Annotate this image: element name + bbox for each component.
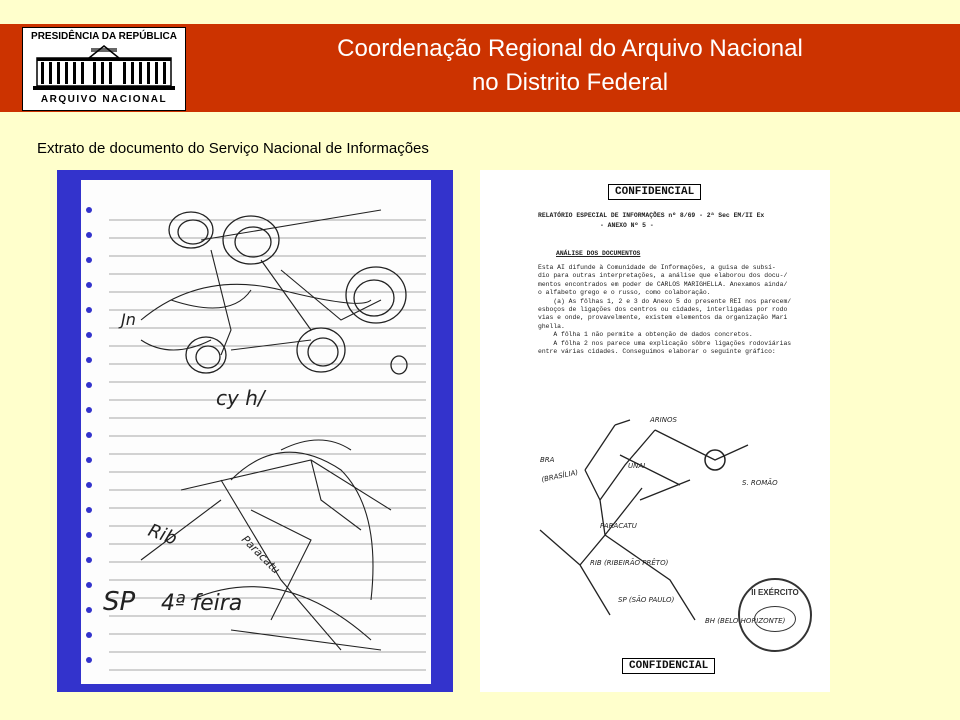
confidencial-stamp-top: CONFIDENCIAL	[608, 184, 701, 200]
caption: Extrato de documento do Serviço Nacional de Informações	[37, 140, 429, 157]
report-line-1: RELATÓRIO ESPECIAL DE INFORMAÇÕES nº 8/69 - 2ª Sec EM/II Ex	[538, 212, 765, 219]
seal-inner-ring	[754, 606, 796, 632]
scribble-jn: Jn	[121, 310, 136, 329]
page-title	[200, 32, 940, 100]
notebook-drawing	[81, 180, 431, 684]
body-line-4: o alfabeto grego e o russo, como colaboração.	[538, 289, 711, 297]
scribble-paracatu: Paracatu	[238, 532, 283, 577]
seal-text: II EXÉRCITO	[751, 588, 799, 597]
army-seal	[738, 578, 812, 652]
label-rib: RIB (RIBEIRÃO PRÊTO)	[590, 559, 669, 567]
logo-bottom-text: ARQUIVO NACIONAL	[40, 94, 168, 105]
label-bra: BRA	[540, 456, 555, 464]
body-line-7: vias e onde, provavelmente, existem elementos da organização Mari	[538, 314, 788, 322]
report-line-2: - ANEXO Nº 5 -	[600, 222, 654, 229]
label-brasilia: (BRASÍLIA)	[540, 468, 579, 484]
spiral-holes	[86, 207, 92, 663]
notebook-page	[81, 180, 431, 684]
body-line-3: mentos encontrados em poder de CARLOS MARIGHELLA. Anexamos ainda/	[538, 280, 788, 288]
body-line-5: (a) As fôlhas 1, 2 e 3 do Anexo 5 do presente REI nos parecem/	[538, 297, 792, 305]
scribble-circles	[169, 212, 407, 374]
arquivo-nacional-logo	[22, 27, 186, 111]
title-line-2: no Distrito Federal	[471, 69, 669, 96]
palace-icon	[31, 44, 177, 92]
section-title: ANÁLISE DOS DOCUMENTOS	[556, 250, 641, 257]
body-line-1: Esta AI difunde à Comunidade de Informações, a guisa de subsí-	[538, 264, 776, 271]
handwritten-notes	[103, 310, 283, 617]
body-line-6: esboços de ligações dos centros ou cidades, interligadas por rodo	[538, 306, 788, 313]
body-line-8: ghella.	[538, 322, 565, 330]
scribble-rib: Rib	[145, 519, 180, 550]
label-sromao: S. ROMÃO	[742, 479, 778, 487]
notebook-scan	[57, 170, 453, 692]
title-line-1: Coordenação Regional do Arquivo Nacional	[337, 35, 803, 62]
logo-top-text: PRESIDÊNCIA DA REPÚBLICA	[31, 31, 177, 42]
scribble-sp: SP	[103, 587, 136, 617]
label-arinos: ARINOS	[650, 416, 677, 424]
confidencial-stamp-bottom: CONFIDENCIAL	[622, 658, 715, 674]
body-line-2: dio para outras interpretações, a análise que elaborou dos docu-/	[538, 272, 788, 280]
scribble-4feira: 4ª feira	[161, 591, 243, 616]
label-bh: BH (BELO HORIZONTE)	[705, 617, 786, 625]
body-line-11: entre várias cidades. Conseguimos elaborar o seguinte gráfico:	[538, 348, 776, 355]
body-line-9: A fôlha 1 não permite a obtenção de dados concretos.	[538, 331, 753, 339]
header-banner	[0, 24, 960, 112]
scribble-cyh: cy h/	[216, 386, 265, 410]
report-scan	[480, 170, 830, 692]
label-paracatu: PARACATU	[600, 522, 637, 530]
label-sp: SP (SÃO PAULO)	[618, 596, 675, 604]
body-line-10: A fôlha 2 nos parece uma explicação sôbre ligações rodoviárias	[538, 339, 792, 347]
label-unai: UNAI	[628, 462, 646, 470]
